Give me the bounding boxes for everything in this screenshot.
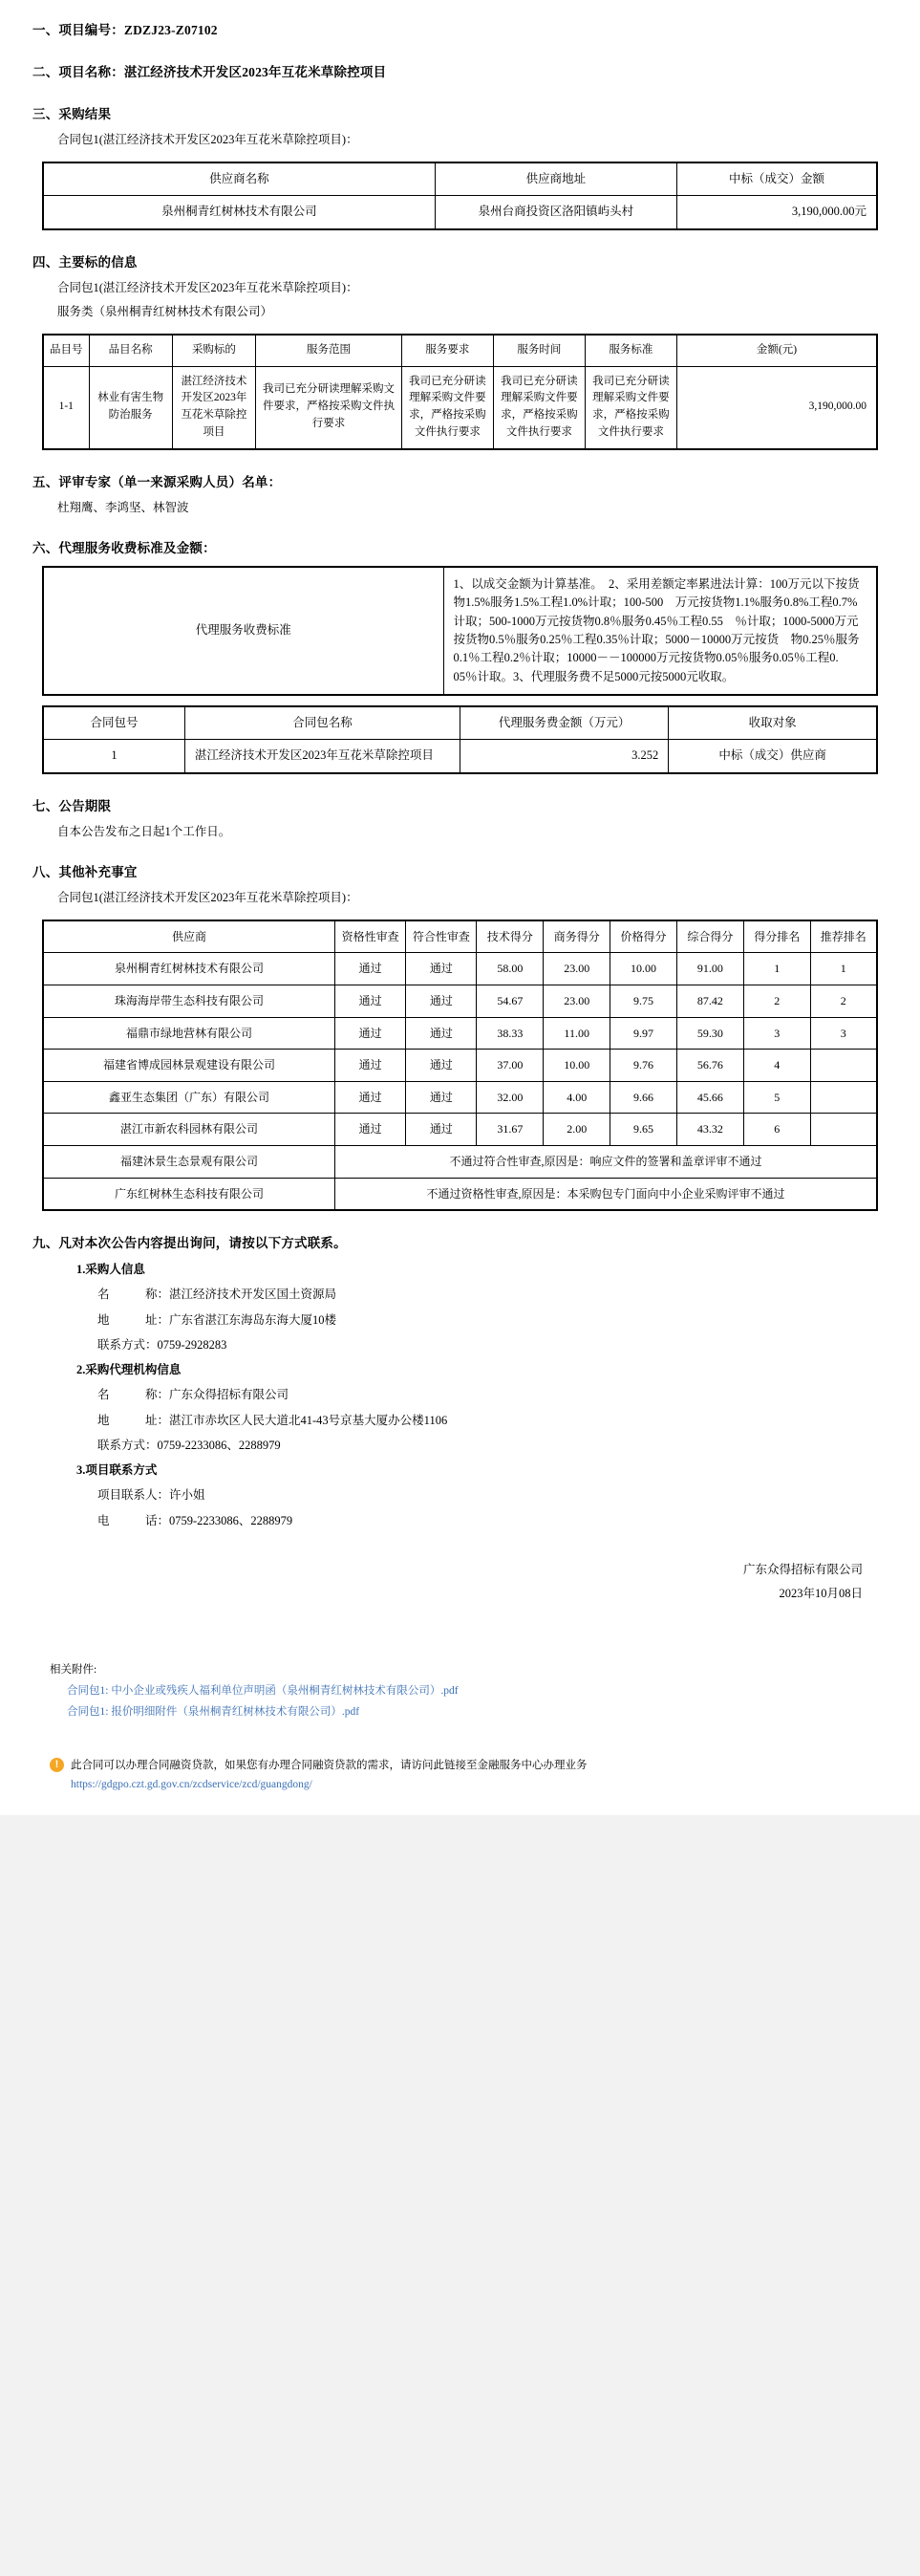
cell-supplier: 泉州桐青红树林技术有限公司 xyxy=(43,953,335,985)
cell-qualification-review: 通过 xyxy=(335,1114,406,1146)
column-header-payer: 收取对象 xyxy=(669,706,877,740)
cell-item-name: 林业有害生物防治服务 xyxy=(89,366,172,449)
cell-technical-score: 54.67 xyxy=(477,985,544,1018)
agency-phone-label: 联系方式： xyxy=(97,1438,158,1452)
signature-date: 2023年10月08日 xyxy=(779,1586,863,1600)
buyer-address-value: 广东省湛江东海岛东海大厦10楼 xyxy=(169,1312,337,1327)
cell-package-no: 1 xyxy=(43,740,184,773)
column-header-service-scope: 服务范围 xyxy=(256,335,402,366)
column-header-price-score: 价格得分 xyxy=(610,920,677,953)
column-header-technical-score: 技术得分 xyxy=(477,920,544,953)
supplier-score-body xyxy=(43,953,877,1210)
project-phone-value: 0759-2233086、2288979 xyxy=(169,1513,293,1527)
procurement-result-table xyxy=(42,162,878,230)
cell-business-score: 23.00 xyxy=(544,985,610,1018)
agency-address-line xyxy=(97,1408,899,1433)
cell-price-score: 9.65 xyxy=(610,1114,677,1146)
project-contact-heading: 3.项目联系方式 xyxy=(76,1463,158,1478)
main-subject-table xyxy=(42,334,878,450)
table-header-row xyxy=(43,162,877,196)
cell-fee-standard-label: 代理服务收费标准 xyxy=(43,567,443,695)
column-header-recommend-rank: 推荐排名 xyxy=(810,920,877,953)
cell-recommend-rank xyxy=(810,1050,877,1082)
column-header-service-requirement: 服务要求 xyxy=(401,335,493,366)
agency-phone-line xyxy=(97,1433,899,1458)
cell-price-score: 9.75 xyxy=(610,985,677,1018)
section-agency-fee: 六、代理服务收费标准及金额： xyxy=(32,540,216,555)
buyer-phone-label: 联系方式： xyxy=(97,1337,158,1352)
buyer-address-line xyxy=(97,1308,899,1332)
cell-purchase-target: 湛江经济技术开发区2023年互花米草除控项目 xyxy=(172,366,255,449)
section-procurement-result: 三、采购结果 xyxy=(32,107,112,121)
table-header-row xyxy=(43,335,877,366)
buyer-address-label: 地 址： xyxy=(97,1312,170,1327)
project-phone-label: 电 话： xyxy=(97,1513,170,1527)
cell-qualification-review: 通过 xyxy=(335,1081,406,1114)
cell-supplier: 湛江市新农科园林有限公司 xyxy=(43,1114,335,1146)
financing-notice xyxy=(50,1756,899,1776)
cell-qualification-review: 通过 xyxy=(335,953,406,985)
section-project-name: 二、项目名称：湛江经济技术开发区2023年互花米草除控项目 xyxy=(32,65,387,79)
column-header-purchase-target: 采购标的 xyxy=(172,335,255,366)
supplier-score-table xyxy=(42,920,878,1211)
column-header-service-standard: 服务标准 xyxy=(585,335,676,366)
agency-name-value: 广东众得招标有限公司 xyxy=(169,1388,289,1402)
column-header-score-rank: 得分排名 xyxy=(743,920,810,953)
cell-score-rank: 5 xyxy=(743,1081,810,1114)
buyer-phone-value: 0759-2928283 xyxy=(157,1337,227,1352)
buyer-info-heading: 1.采购人信息 xyxy=(76,1263,145,1277)
cell-total-score: 59.30 xyxy=(676,1017,743,1050)
financing-notice-text: 此合同可以办理合同融资贷款，如果您有办理合同融资贷款的需求，请访问此链接至金融服务中心办理业务 xyxy=(71,1759,588,1771)
cell-recommend-rank xyxy=(810,1081,877,1114)
cell-supplier: 鑫亚生态集团（广东）有限公司 xyxy=(43,1081,335,1114)
signature-company: 广东众得招标有限公司 xyxy=(742,1562,863,1576)
cell-technical-score: 37.00 xyxy=(477,1050,544,1082)
project-phone-line xyxy=(97,1508,899,1533)
subject-package-label: 合同包1(湛江经济技术开发区2023年互花米草除控项目)： xyxy=(57,280,358,294)
cell-business-score: 2.00 xyxy=(544,1114,610,1146)
attachments-title: 相关附件: xyxy=(50,1663,97,1676)
cell-score-rank: 6 xyxy=(743,1114,810,1146)
cell-score-rank: 2 xyxy=(743,985,810,1018)
table-row xyxy=(43,196,877,229)
agency-phone-value: 0759-2233086、2288979 xyxy=(157,1438,281,1452)
cell-compliance-review: 通过 xyxy=(406,985,477,1018)
project-person-value: 许小姐 xyxy=(169,1488,205,1503)
table-row xyxy=(43,1081,877,1114)
column-header-supplier-address: 供应商地址 xyxy=(435,162,676,196)
attachment-link[interactable]: 合同包1: 中小企业或残疾人福利单位声明函（泉州桐青红树林技术有限公司）.pdf xyxy=(67,1684,459,1697)
column-header-supplier-name: 供应商名称 xyxy=(43,162,435,196)
announcement-period-body: 自本公告发布之日起1个工作日。 xyxy=(57,824,231,838)
cell-supplier-name: 泉州桐青红树林技术有限公司 xyxy=(43,196,435,229)
table-row xyxy=(43,740,877,773)
cell-package-name: 湛江经济技术开发区2023年互花米草除控项目 xyxy=(184,740,460,773)
agency-name-label: 名 称： xyxy=(97,1388,170,1402)
section-contact-info: 九、凡对本次公告内容提出询问，请按以下方式联系。 xyxy=(32,1236,347,1251)
cell-business-score: 10.00 xyxy=(544,1050,610,1082)
section-main-subject-info: 四、主要标的信息 xyxy=(32,254,138,270)
cell-compliance-review: 通过 xyxy=(406,1114,477,1146)
column-header-service-time: 服务时间 xyxy=(493,335,585,366)
cell-recommend-rank: 3 xyxy=(810,1017,877,1050)
cell-fee-amount: 3.252 xyxy=(460,740,668,773)
cell-price-score: 9.66 xyxy=(610,1081,677,1114)
table-row xyxy=(43,1145,877,1178)
cell-supplier: 福建沐景生态景观有限公司 xyxy=(43,1145,335,1178)
buyer-name-line xyxy=(97,1282,899,1307)
cell-supplier-address: 泉州台商投资区洛阳镇屿头村 xyxy=(435,196,676,229)
cell-score-rank: 1 xyxy=(743,953,810,985)
cell-price-score: 9.76 xyxy=(610,1050,677,1082)
cell-business-score: 11.00 xyxy=(544,1017,610,1050)
table-row xyxy=(43,366,877,449)
cell-total-score: 43.32 xyxy=(676,1114,743,1146)
table-row xyxy=(43,985,877,1018)
column-header-award-amount: 中标（成交）金额 xyxy=(676,162,877,196)
cell-supplier: 广东红树林生态科技有限公司 xyxy=(43,1178,335,1210)
column-header-amount: 金额(元) xyxy=(676,335,877,366)
attachment-link[interactable]: 合同包1: 报价明细附件（泉州桐青红树林技术有限公司）.pdf xyxy=(67,1706,360,1719)
cell-supplier: 福鼎市绿地营林有限公司 xyxy=(43,1017,335,1050)
cell-service-time: 我司已充分研读理解采购文件要求，严格按采购文件执行要求 xyxy=(493,366,585,449)
expert-name-list: 杜翔鹰、李鸿坚、林智波 xyxy=(57,500,189,514)
cell-technical-score: 31.67 xyxy=(477,1114,544,1146)
buyer-name-value: 湛江经济技术开发区国土资源局 xyxy=(169,1288,337,1302)
exclamation-icon: ! xyxy=(50,1758,64,1772)
cell-technical-score: 38.33 xyxy=(477,1017,544,1050)
cell-amount: 3,190,000.00 xyxy=(676,366,877,449)
cell-qualification-review: 通过 xyxy=(335,1050,406,1082)
cell-rejection-reason: 不通过符合性审查,原因是：响应文件的签署和盖章评审不通过 xyxy=(335,1145,877,1178)
table-row xyxy=(43,1114,877,1146)
cell-total-score: 45.66 xyxy=(676,1081,743,1114)
table-row xyxy=(43,1178,877,1210)
buyer-phone-line xyxy=(97,1332,899,1357)
column-header-package-no: 合同包号 xyxy=(43,706,184,740)
cell-recommend-rank: 1 xyxy=(810,953,877,985)
column-header-fee-amount: 代理服务费金额（万元） xyxy=(460,706,668,740)
table-header-row xyxy=(43,920,877,953)
cell-technical-score: 58.00 xyxy=(477,953,544,985)
project-person-label: 项目联系人： xyxy=(97,1488,170,1503)
cell-qualification-review: 通过 xyxy=(335,985,406,1018)
cell-technical-score: 32.00 xyxy=(477,1081,544,1114)
cell-recommend-rank xyxy=(810,1114,877,1146)
cell-award-amount: 3,190,000.00元 xyxy=(676,196,877,229)
financing-service-link[interactable]: https://gdgpo.czt.gd.gov.cn/zcdservice/zcd/guangdong/ xyxy=(71,1779,312,1791)
table-row xyxy=(43,953,877,985)
cell-compliance-review: 通过 xyxy=(406,953,477,985)
cell-score-rank: 3 xyxy=(743,1017,810,1050)
cell-supplier: 珠海海岸带生态科技有限公司 xyxy=(43,985,335,1018)
section-review-experts: 五、评审专家（单一来源采购人员）名单： xyxy=(32,474,282,489)
cell-price-score: 10.00 xyxy=(610,953,677,985)
cell-business-score: 23.00 xyxy=(544,953,610,985)
column-header-supplier: 供应商 xyxy=(43,920,335,953)
column-header-business-score: 商务得分 xyxy=(544,920,610,953)
agency-name-line xyxy=(97,1382,899,1407)
section-project-number: 一、项目编号：ZDZJ23-Z07102 xyxy=(32,23,218,37)
section-other-matters: 八、其他补充事宜 xyxy=(32,864,138,879)
column-header-item-no: 品目号 xyxy=(43,335,89,366)
agency-info-heading: 2.采购代理机构信息 xyxy=(76,1363,182,1377)
cell-total-score: 56.76 xyxy=(676,1050,743,1082)
section-announcement-period: 七、公告期限 xyxy=(32,798,112,813)
agency-fee-standard-table xyxy=(42,566,878,696)
cell-business-score: 4.00 xyxy=(544,1081,610,1114)
column-header-package-name: 合同包名称 xyxy=(184,706,460,740)
cell-item-no: 1-1 xyxy=(43,366,89,449)
column-header-qualification-review: 资格性审查 xyxy=(335,920,406,953)
cell-recommend-rank: 2 xyxy=(810,985,877,1018)
cell-supplier: 福建省博成园林景观建设有限公司 xyxy=(43,1050,335,1082)
cell-compliance-review: 通过 xyxy=(406,1050,477,1082)
cell-total-score: 91.00 xyxy=(676,953,743,985)
cell-qualification-review: 通过 xyxy=(335,1017,406,1050)
cell-service-standard: 我司已充分研读理解采购文件要求，严格按采购文件执行要求 xyxy=(585,366,676,449)
agency-address-value: 湛江市赤坎区人民大道北41-43号京基大厦办公楼1106 xyxy=(169,1413,448,1427)
score-package-label: 合同包1(湛江经济技术开发区2023年互花米草除控项目)： xyxy=(57,890,358,904)
buyer-name-label: 名 称： xyxy=(97,1288,170,1302)
cell-total-score: 87.42 xyxy=(676,985,743,1018)
cell-rejection-reason: 不通过资格性审查,原因是：本采购包专门面向中小企业采购评审不通过 xyxy=(335,1178,877,1210)
cell-payer: 中标（成交）供应商 xyxy=(669,740,877,773)
table-row xyxy=(43,1017,877,1050)
subject-category-label: 服务类（泉州桐青红树林技术有限公司） xyxy=(57,304,273,318)
agency-fee-amount-table xyxy=(42,705,878,774)
cell-compliance-review: 通过 xyxy=(406,1017,477,1050)
column-header-item-name: 品目名称 xyxy=(89,335,172,366)
cell-fee-standard-body: 1、以成交金额为计算基准。 2、采用差额定率累进法计算：100万元以下按货物1.5%服务1.5%工程1.0%计取；100-500 万元按货物1.1%服务0.8%工程0.7%计取；500-1000万元按货物0.8％服务0.45％工程0.55 ％计取；1000-5000万元按货物0.5％服务0.25％工程0.35％计取；5000－10000万元按货 物0.25％服务0.1％工程0.2％计取；10000－－100000万元按货物0.05％服务0.05％工程0. 05％计取。3、代理服务费不足5000元按5000元收取。 xyxy=(443,567,877,695)
cell-service-requirement: 我司已充分研读理解采购文件要求，严格按采购文件执行要求 xyxy=(401,366,493,449)
cell-score-rank: 4 xyxy=(743,1050,810,1082)
column-header-total-score: 综合得分 xyxy=(676,920,743,953)
cell-price-score: 9.97 xyxy=(610,1017,677,1050)
table-row xyxy=(43,567,877,695)
cell-service-scope: 我司已充分研读理解采购文件要求，严格按采购文件执行要求 xyxy=(256,366,402,449)
column-header-compliance-review: 符合性审查 xyxy=(406,920,477,953)
signature-block xyxy=(21,1558,863,1606)
project-person-line xyxy=(97,1483,899,1507)
table-row xyxy=(43,1050,877,1082)
table-header-row xyxy=(43,706,877,740)
result-package-label: 合同包1(湛江经济技术开发区2023年互花米草除控项目)： xyxy=(57,133,358,146)
agency-address-label: 地 址： xyxy=(97,1413,170,1427)
cell-compliance-review: 通过 xyxy=(406,1081,477,1114)
